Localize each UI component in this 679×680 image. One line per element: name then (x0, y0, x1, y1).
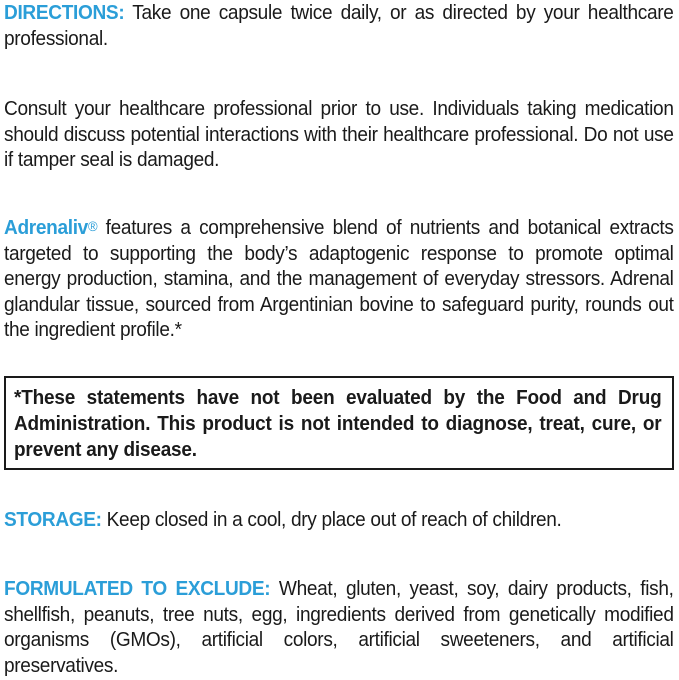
consult-text: Consult your healthcare professional prior to use. Individuals taking medication should discuss potential interactions with their healthcare professional. Do not use if tamper seal is damaged. (4, 97, 674, 171)
storage-label: STORAGE: (4, 508, 102, 531)
exclusions-text: Wheat, gluten, yeast, soy, dairy products, fish, shellfish, peanuts, tree nuts, egg, ingredients derived from genetically modified organisms (GMOs), artificial colors, artificial sweeteners, and artificial preservatives. (4, 577, 674, 677)
exclusions-label: FORMULATED TO EXCLUDE: (4, 577, 271, 600)
fda-disclaimer-box (4, 376, 674, 470)
exclusions-paragraph (4, 576, 674, 678)
directions-paragraph (4, 0, 674, 51)
consult-paragraph (4, 96, 674, 173)
storage-paragraph (4, 507, 674, 533)
fda-disclaimer-text: *These statements have not been evaluated by the Food and Drug Administration. This product is not intended to diagnose, treat, cure, or prevent any disease. (14, 386, 662, 461)
storage-text: Keep closed in a cool, dry place out of reach of children. (101, 508, 562, 531)
brand-name: Adrenaliv (4, 216, 88, 239)
product-description-paragraph (4, 215, 674, 343)
directions-label: DIRECTIONS: (4, 1, 125, 24)
registered-mark: ® (87, 218, 98, 234)
directions-text: Take one capsule twice daily, or as directed by your healthcare professional. (4, 1, 674, 50)
product-description-text: features a comprehensive blend of nutrients and botanical extracts targeted to supporting the body’s adaptogenic response to promote optimal energy production, stamina, and the management of everyday stressors. Adrenal glandular tissue, sourced from Argentinian bovine to safeguard purity, rounds out the ingredient profile.* (4, 216, 674, 341)
